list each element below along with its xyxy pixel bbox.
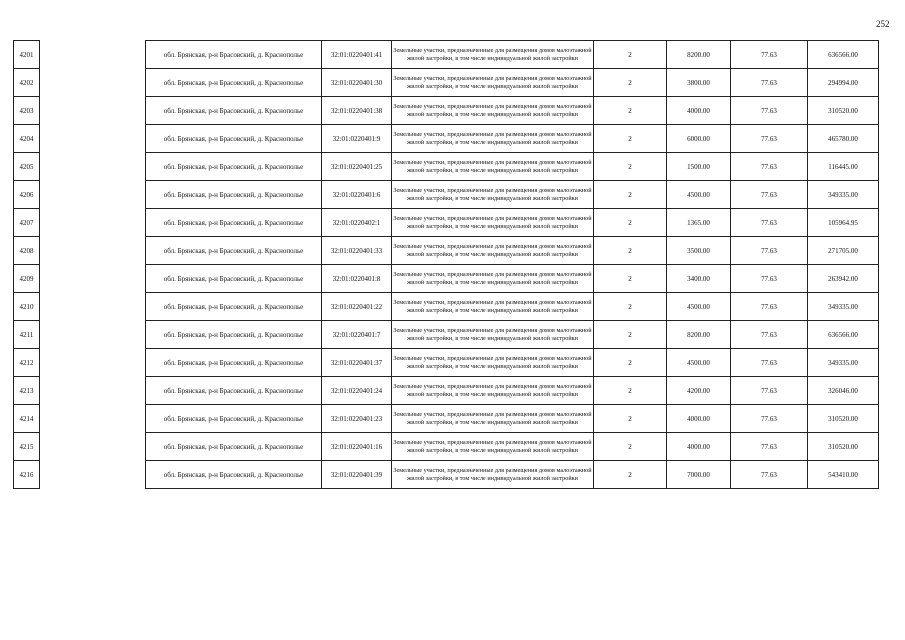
- purpose-cell: [392, 237, 594, 265]
- area-cell: 3800.00: [667, 69, 731, 97]
- row-number-row: [14, 181, 40, 209]
- area-cell: 8200.00: [667, 41, 731, 69]
- table-row: [146, 209, 879, 237]
- rate-cell: 77.63: [731, 237, 808, 265]
- purpose-text: Земельные участки, предназначенные для размещения домов малоэтажной жилой застройки, в том числе индивидуальной жилой застройки: [393, 214, 592, 230]
- table-row: [146, 349, 879, 377]
- row-number-cell: 4213: [14, 377, 40, 405]
- purpose-text: Земельные участки, предназначенные для размещения домов малоэтажной жилой застройки, в том числе индивидуальной жилой застройки: [393, 354, 592, 370]
- area-cell: 4500.00: [667, 181, 731, 209]
- address-cell: обл. Брянская, р-н Брасовский, д. Краснополье: [146, 153, 322, 181]
- rate-cell: 77.63: [731, 209, 808, 237]
- rate-cell: 77.63: [731, 69, 808, 97]
- row-number-row: [14, 265, 40, 293]
- rate-cell: 77.63: [731, 433, 808, 461]
- row-number-cell: 4215: [14, 433, 40, 461]
- purpose-text: Земельные участки, предназначенные для размещения домов малоэтажной жилой застройки, в том числе индивидуальной жилой застройки: [393, 466, 592, 482]
- row-number-row: [14, 69, 40, 97]
- purpose-text: Земельные участки, предназначенные для размещения домов малоэтажной жилой застройки, в том числе индивидуальной жилой застройки: [393, 242, 592, 258]
- purpose-cell: [392, 433, 594, 461]
- rate-cell: 77.63: [731, 265, 808, 293]
- area-cell: 1365.00: [667, 209, 731, 237]
- purpose-cell: [392, 125, 594, 153]
- table-row: [146, 321, 879, 349]
- group-cell: 2: [594, 209, 667, 237]
- address-cell: обл. Брянская, р-н Брасовский, д. Краснополье: [146, 377, 322, 405]
- purpose-cell: [392, 461, 594, 489]
- area-cell: 7000.00: [667, 461, 731, 489]
- group-cell: 2: [594, 349, 667, 377]
- row-number-row: [14, 321, 40, 349]
- rate-cell: 77.63: [731, 405, 808, 433]
- row-number-row: [14, 461, 40, 489]
- address-cell: обл. Брянская, р-н Брасовский, д. Краснополье: [146, 293, 322, 321]
- area-cell: 3500.00: [667, 237, 731, 265]
- rate-cell: 77.63: [731, 97, 808, 125]
- rate-cell: 77.63: [731, 153, 808, 181]
- table-row: [146, 237, 879, 265]
- cadastral-value-cell: 543410.00: [808, 461, 879, 489]
- cadastral-number-cell: 32:01:0220401:16: [322, 433, 392, 461]
- cadastral-number-cell: 32:01:0220401:7: [322, 321, 392, 349]
- group-cell: 2: [594, 125, 667, 153]
- row-number-cell: 4202: [14, 69, 40, 97]
- cadastral-value-cell: 105964.95: [808, 209, 879, 237]
- cadastral-number-cell: 32:01:0220401:30: [322, 69, 392, 97]
- area-cell: 8200.00: [667, 321, 731, 349]
- purpose-cell: [392, 69, 594, 97]
- purpose-text: Земельные участки, предназначенные для размещения домов малоэтажной жилой застройки, в том числе индивидуальной жилой застройки: [393, 74, 592, 90]
- group-cell: 2: [594, 461, 667, 489]
- table-row: [146, 69, 879, 97]
- group-cell: 2: [594, 265, 667, 293]
- purpose-text: Земельные участки, предназначенные для размещения домов малоэтажной жилой застройки, в том числе индивидуальной жилой застройки: [393, 130, 592, 146]
- row-number-cell: 4207: [14, 209, 40, 237]
- purpose-cell: [392, 209, 594, 237]
- cadastral-value-cell: 310520.00: [808, 97, 879, 125]
- group-cell: 2: [594, 97, 667, 125]
- cadastral-number-cell: 32:01:0220401:9: [322, 125, 392, 153]
- table-row: [146, 125, 879, 153]
- table-row: [146, 97, 879, 125]
- table-row: [146, 461, 879, 489]
- row-number-row: [14, 125, 40, 153]
- cadastral-value-cell: 326046.00: [808, 377, 879, 405]
- cadastral-value-cell: 636566.00: [808, 321, 879, 349]
- purpose-cell: [392, 181, 594, 209]
- area-cell: 1500.00: [667, 153, 731, 181]
- purpose-text: Земельные участки, предназначенные для размещения домов малоэтажной жилой застройки, в том числе индивидуальной жилой застройки: [393, 270, 592, 286]
- rate-cell: 77.63: [731, 293, 808, 321]
- row-number-cell: 4209: [14, 265, 40, 293]
- purpose-text: Земельные участки, предназначенные для размещения домов малоэтажной жилой застройки, в том числе индивидуальной жилой застройки: [393, 298, 592, 314]
- row-number-cell: 4208: [14, 237, 40, 265]
- row-number-cell: 4205: [14, 153, 40, 181]
- group-cell: 2: [594, 237, 667, 265]
- address-cell: обл. Брянская, р-н Брасовский, д. Краснополье: [146, 181, 322, 209]
- purpose-cell: [392, 349, 594, 377]
- purpose-cell: [392, 293, 594, 321]
- purpose-cell: [392, 321, 594, 349]
- row-number-table: [13, 40, 40, 489]
- group-cell: 2: [594, 41, 667, 69]
- row-number-cell: 4212: [14, 349, 40, 377]
- page-number: 252: [876, 19, 890, 29]
- area-cell: 6000.00: [667, 125, 731, 153]
- row-number-row: [14, 209, 40, 237]
- area-cell: 4500.00: [667, 349, 731, 377]
- group-cell: 2: [594, 293, 667, 321]
- group-cell: 2: [594, 377, 667, 405]
- row-number-row: [14, 377, 40, 405]
- purpose-text: Земельные участки, предназначенные для размещения домов малоэтажной жилой застройки, в том числе индивидуальной жилой застройки: [393, 382, 592, 398]
- address-cell: обл. Брянская, р-н Брасовский, д. Краснополье: [146, 125, 322, 153]
- cadastral-number-cell: 32:01:0220401:33: [322, 237, 392, 265]
- address-cell: обл. Брянская, р-н Брасовский, д. Краснополье: [146, 97, 322, 125]
- purpose-cell: [392, 41, 594, 69]
- row-number-cell: 4203: [14, 97, 40, 125]
- row-number-row: [14, 97, 40, 125]
- row-number-row: [14, 293, 40, 321]
- address-cell: обл. Брянская, р-н Брасовский, д. Краснополье: [146, 433, 322, 461]
- purpose-cell: [392, 377, 594, 405]
- cadastral-number-cell: 32:01:0220401:41: [322, 41, 392, 69]
- cadastral-value-cell: 310520.00: [808, 405, 879, 433]
- rate-cell: 77.63: [731, 321, 808, 349]
- row-number-row: [14, 41, 40, 69]
- row-number-row: [14, 405, 40, 433]
- cadastral-value-cell: 263942.00: [808, 265, 879, 293]
- cadastral-number-cell: 32:01:0220401:39: [322, 461, 392, 489]
- cadastral-number-cell: 32:01:0220401:6: [322, 181, 392, 209]
- cadastral-number-cell: 32:01:0220401:23: [322, 405, 392, 433]
- cadastral-number-cell: 32:01:0220402:1: [322, 209, 392, 237]
- purpose-text: Земельные участки, предназначенные для размещения домов малоэтажной жилой застройки, в том числе индивидуальной жилой застройки: [393, 186, 592, 202]
- area-cell: 4000.00: [667, 97, 731, 125]
- row-number-cell: 4206: [14, 181, 40, 209]
- cadastral-value-cell: 310520.00: [808, 433, 879, 461]
- rate-cell: 77.63: [731, 377, 808, 405]
- row-number-cell: 4211: [14, 321, 40, 349]
- table-row: [146, 41, 879, 69]
- land-parcels-table: [145, 40, 879, 489]
- cadastral-value-cell: 271705.00: [808, 237, 879, 265]
- address-cell: обл. Брянская, р-н Брасовский, д. Краснополье: [146, 265, 322, 293]
- purpose-text: Земельные участки, предназначенные для размещения домов малоэтажной жилой застройки, в том числе индивидуальной жилой застройки: [393, 158, 592, 174]
- cadastral-number-cell: 32:01:0220401:25: [322, 153, 392, 181]
- area-cell: 4200.00: [667, 377, 731, 405]
- group-cell: 2: [594, 181, 667, 209]
- cadastral-number-cell: 32:01:0220401:37: [322, 349, 392, 377]
- row-number-cell: 4214: [14, 405, 40, 433]
- address-cell: обл. Брянская, р-н Брасовский, д. Краснополье: [146, 41, 322, 69]
- table-row: [146, 265, 879, 293]
- purpose-cell: [392, 405, 594, 433]
- address-cell: обл. Брянская, р-н Брасовский, д. Краснополье: [146, 209, 322, 237]
- rate-cell: 77.63: [731, 181, 808, 209]
- purpose-cell: [392, 153, 594, 181]
- table-row: [146, 377, 879, 405]
- row-number-row: [14, 237, 40, 265]
- rate-cell: 77.63: [731, 349, 808, 377]
- group-cell: 2: [594, 433, 667, 461]
- purpose-text: Земельные участки, предназначенные для размещения домов малоэтажной жилой застройки, в том числе индивидуальной жилой застройки: [393, 326, 592, 342]
- address-cell: обл. Брянская, р-н Брасовский, д. Краснополье: [146, 405, 322, 433]
- cadastral-value-cell: 349335.00: [808, 349, 879, 377]
- address-cell: обл. Брянская, р-н Брасовский, д. Краснополье: [146, 321, 322, 349]
- cadastral-value-cell: 636566.00: [808, 41, 879, 69]
- address-cell: обл. Брянская, р-н Брасовский, д. Краснополье: [146, 69, 322, 97]
- row-number-row: [14, 349, 40, 377]
- row-number-cell: 4201: [14, 41, 40, 69]
- address-cell: обл. Брянская, р-н Брасовский, д. Краснополье: [146, 349, 322, 377]
- group-cell: 2: [594, 321, 667, 349]
- cadastral-value-cell: 465780.00: [808, 125, 879, 153]
- rate-cell: 77.63: [731, 461, 808, 489]
- table-row: [146, 433, 879, 461]
- area-cell: 4000.00: [667, 433, 731, 461]
- cadastral-value-cell: 294994.00: [808, 69, 879, 97]
- group-cell: 2: [594, 405, 667, 433]
- group-cell: 2: [594, 69, 667, 97]
- cadastral-number-cell: 32:01:0220401:24: [322, 377, 392, 405]
- purpose-text: Земельные участки, предназначенные для размещения домов малоэтажной жилой застройки, в том числе индивидуальной жилой застройки: [393, 438, 592, 454]
- group-cell: 2: [594, 153, 667, 181]
- cadastral-number-cell: 32:01:0220401:38: [322, 97, 392, 125]
- cadastral-number-cell: 32:01:0220401:22: [322, 293, 392, 321]
- table-row: [146, 405, 879, 433]
- purpose-text: Земельные участки, предназначенные для размещения домов малоэтажной жилой застройки, в том числе индивидуальной жилой застройки: [393, 410, 592, 426]
- table-row: [146, 153, 879, 181]
- row-number-cell: 4216: [14, 461, 40, 489]
- table-row: [146, 181, 879, 209]
- row-number-row: [14, 153, 40, 181]
- area-cell: 4000.00: [667, 405, 731, 433]
- rate-cell: 77.63: [731, 41, 808, 69]
- cadastral-value-cell: 116445.00: [808, 153, 879, 181]
- rate-cell: 77.63: [731, 125, 808, 153]
- cadastral-value-cell: 349335.00: [808, 181, 879, 209]
- address-cell: обл. Брянская, р-н Брасовский, д. Краснополье: [146, 461, 322, 489]
- row-number-cell: 4204: [14, 125, 40, 153]
- row-number-cell: 4210: [14, 293, 40, 321]
- cadastral-number-cell: 32:01:0220401:8: [322, 265, 392, 293]
- table-row: [146, 293, 879, 321]
- cadastral-value-cell: 349335.00: [808, 293, 879, 321]
- purpose-text: Земельные участки, предназначенные для размещения домов малоэтажной жилой застройки, в том числе индивидуальной жилой застройки: [393, 102, 592, 118]
- purpose-cell: [392, 97, 594, 125]
- address-cell: обл. Брянская, р-н Брасовский, д. Краснополье: [146, 237, 322, 265]
- purpose-text: Земельные участки, предназначенные для размещения домов малоэтажной жилой застройки, в том числе индивидуальной жилой застройки: [393, 46, 592, 62]
- area-cell: 3400.00: [667, 265, 731, 293]
- purpose-cell: [392, 265, 594, 293]
- area-cell: 4500.00: [667, 293, 731, 321]
- row-number-row: [14, 433, 40, 461]
